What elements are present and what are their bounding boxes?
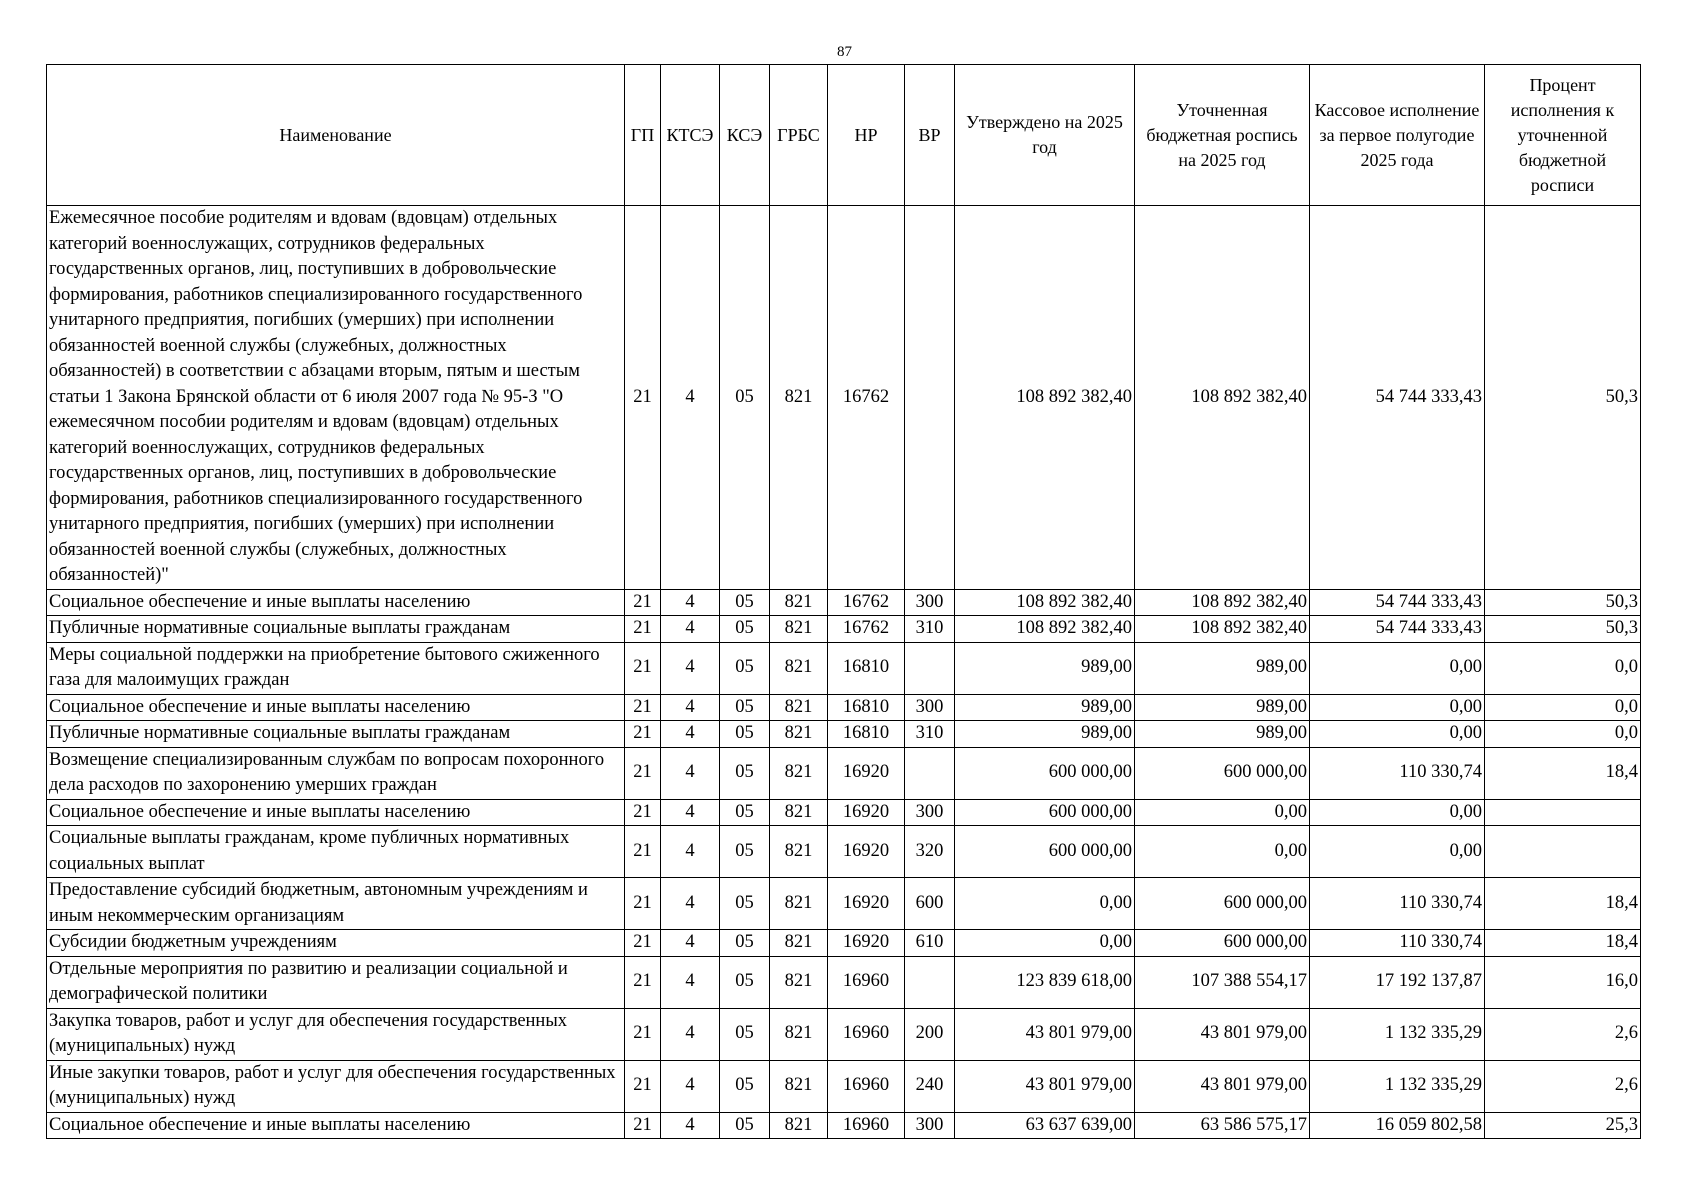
cell-grbs: 821: [770, 589, 828, 616]
cell-vr: 310: [905, 721, 955, 748]
cell-cash: 17 192 137,87: [1310, 956, 1485, 1008]
cell-percent: 18,4: [1485, 747, 1641, 799]
header-gp: ГП: [625, 65, 661, 206]
header-np: НР: [828, 65, 905, 206]
cell-np: 16920: [828, 878, 905, 930]
cell-approved: 108 892 382,40: [955, 616, 1135, 643]
cell-refined: 108 892 382,40: [1135, 589, 1310, 616]
cell-name: Отдельные мероприятия по развитию и реализации социальной и демографической политики: [47, 956, 625, 1008]
cell-kse: 05: [720, 1008, 770, 1060]
table-row: [47, 826, 1641, 878]
cell-approved: 0,00: [955, 878, 1135, 930]
table-row: [47, 956, 1641, 1008]
cell-cash: 1 132 335,29: [1310, 1060, 1485, 1112]
header-row: [47, 65, 1641, 206]
cell-approved: 0,00: [955, 930, 1135, 957]
cell-kse: 05: [720, 799, 770, 826]
header-kse: КСЭ: [720, 65, 770, 206]
cell-grbs: 821: [770, 956, 828, 1008]
cell-np: 16920: [828, 930, 905, 957]
cell-approved: 123 839 618,00: [955, 956, 1135, 1008]
cell-percent: 50,3: [1485, 206, 1641, 590]
cell-percent: 0,0: [1485, 642, 1641, 694]
cell-grbs: 821: [770, 1008, 828, 1060]
cell-refined: 43 801 979,00: [1135, 1008, 1310, 1060]
cell-kse: 05: [720, 956, 770, 1008]
header-ktse: КТСЭ: [661, 65, 720, 206]
cell-refined: 0,00: [1135, 826, 1310, 878]
table-row: [47, 878, 1641, 930]
cell-ktse: 4: [661, 956, 720, 1008]
cell-vr: 300: [905, 1112, 955, 1139]
table-body: [47, 206, 1641, 1139]
cell-ktse: 4: [661, 589, 720, 616]
cell-vr: 240: [905, 1060, 955, 1112]
cell-name: Закупка товаров, работ и услуг для обеспечения государственных (муниципальных) нужд: [47, 1008, 625, 1060]
cell-grbs: 821: [770, 747, 828, 799]
cell-refined: 107 388 554,17: [1135, 956, 1310, 1008]
cell-approved: 43 801 979,00: [955, 1060, 1135, 1112]
cell-grbs: 821: [770, 1060, 828, 1112]
cell-name: Социальные выплаты гражданам, кроме публичных нормативных социальных выплат: [47, 826, 625, 878]
cell-ktse: 4: [661, 694, 720, 721]
cell-cash: 0,00: [1310, 694, 1485, 721]
table-row: [47, 930, 1641, 957]
cell-gp: 21: [625, 747, 661, 799]
cell-np: 16920: [828, 747, 905, 799]
cell-gp: 21: [625, 206, 661, 590]
cell-np: 16960: [828, 1060, 905, 1112]
cell-np: 16810: [828, 694, 905, 721]
cell-vr: [905, 956, 955, 1008]
cell-kse: 05: [720, 878, 770, 930]
cell-vr: 320: [905, 826, 955, 878]
cell-np: 16762: [828, 616, 905, 643]
table-row: [47, 747, 1641, 799]
cell-gp: 21: [625, 799, 661, 826]
cell-refined: 989,00: [1135, 721, 1310, 748]
cell-np: 16762: [828, 589, 905, 616]
cell-name: Публичные нормативные социальные выплаты гражданам: [47, 616, 625, 643]
cell-cash: 0,00: [1310, 826, 1485, 878]
cell-approved: 989,00: [955, 642, 1135, 694]
cell-percent: 18,4: [1485, 930, 1641, 957]
cell-ktse: 4: [661, 799, 720, 826]
header-percent: Процент исполнения к уточненной бюджетной росписи: [1485, 65, 1641, 206]
cell-grbs: 821: [770, 616, 828, 643]
cell-refined: 600 000,00: [1135, 747, 1310, 799]
cell-np: 16920: [828, 826, 905, 878]
cell-np: 16920: [828, 799, 905, 826]
table-row: [47, 616, 1641, 643]
cell-refined: 108 892 382,40: [1135, 616, 1310, 643]
cell-vr: 200: [905, 1008, 955, 1060]
cell-np: 16960: [828, 956, 905, 1008]
cell-refined: 600 000,00: [1135, 930, 1310, 957]
cell-grbs: 821: [770, 721, 828, 748]
cell-grbs: 821: [770, 642, 828, 694]
cell-percent: 0,0: [1485, 694, 1641, 721]
cell-cash: 110 330,74: [1310, 747, 1485, 799]
cell-grbs: 821: [770, 930, 828, 957]
cell-kse: 05: [720, 1060, 770, 1112]
cell-name: Возмещение специализированным службам по вопросам похоронного дела расходов по захоронению умерших граждан: [47, 747, 625, 799]
cell-refined: 63 586 575,17: [1135, 1112, 1310, 1139]
table-row: [47, 799, 1641, 826]
cell-np: 16762: [828, 206, 905, 590]
cell-name: Иные закупки товаров, работ и услуг для обеспечения государственных (муниципальных) нужд: [47, 1060, 625, 1112]
budget-table: [46, 64, 1641, 1139]
table-row: [47, 1112, 1641, 1139]
cell-np: 16810: [828, 721, 905, 748]
header-refined: Уточненная бюджетная роспись на 2025 год: [1135, 65, 1310, 206]
cell-vr: 310: [905, 616, 955, 643]
cell-name: Социальное обеспечение и иные выплаты населению: [47, 799, 625, 826]
cell-gp: 21: [625, 616, 661, 643]
cell-vr: [905, 206, 955, 590]
header-cash: Кассовое исполнение за первое полугодие 2025 года: [1310, 65, 1485, 206]
cell-refined: 43 801 979,00: [1135, 1060, 1310, 1112]
cell-name: Субсидии бюджетным учреждениям: [47, 930, 625, 957]
cell-vr: 610: [905, 930, 955, 957]
cell-cash: 110 330,74: [1310, 930, 1485, 957]
cell-percent: [1485, 799, 1641, 826]
header-grbs: ГРБС: [770, 65, 828, 206]
cell-gp: 21: [625, 694, 661, 721]
cell-percent: 0,0: [1485, 721, 1641, 748]
cell-cash: 54 744 333,43: [1310, 616, 1485, 643]
cell-ktse: 4: [661, 721, 720, 748]
cell-grbs: 821: [770, 206, 828, 590]
cell-kse: 05: [720, 1112, 770, 1139]
cell-vr: 600: [905, 878, 955, 930]
cell-ktse: 4: [661, 747, 720, 799]
cell-percent: 50,3: [1485, 589, 1641, 616]
cell-approved: 989,00: [955, 721, 1135, 748]
cell-cash: 54 744 333,43: [1310, 589, 1485, 616]
cell-percent: 16,0: [1485, 956, 1641, 1008]
cell-cash: 110 330,74: [1310, 878, 1485, 930]
cell-name: Публичные нормативные социальные выплаты гражданам: [47, 721, 625, 748]
cell-kse: 05: [720, 589, 770, 616]
cell-approved: 600 000,00: [955, 747, 1135, 799]
cell-gp: 21: [625, 826, 661, 878]
cell-percent: 2,6: [1485, 1060, 1641, 1112]
cell-refined: 0,00: [1135, 799, 1310, 826]
cell-np: 16960: [828, 1112, 905, 1139]
cell-kse: 05: [720, 642, 770, 694]
cell-percent: 25,3: [1485, 1112, 1641, 1139]
cell-ktse: 4: [661, 878, 720, 930]
cell-vr: [905, 642, 955, 694]
cell-vr: [905, 747, 955, 799]
header-approved: Утверждено на 2025 год: [955, 65, 1135, 206]
cell-percent: 50,3: [1485, 616, 1641, 643]
page-number: 87: [837, 44, 852, 60]
cell-approved: 989,00: [955, 694, 1135, 721]
cell-kse: 05: [720, 694, 770, 721]
cell-kse: 05: [720, 826, 770, 878]
cell-name: Ежемесячное пособие родителям и вдовам (вдовцам) отдельных категорий военнослужащих, сотрудников федеральных государственных органов, лиц, поступивших в добровольческие формирования, работников специализированного государственного унитарного предприятия, погибших (умерших) при исполнении обязанностей военной службы (служебных, должностных обязанностей) в соответствии с абзацами вторым, пятым и шестым статьи 1 Закона Брянской области от 6 июля 2007 года № 95-З "О ежемесячном пособии родителям и вдовам (вдовцам) отдельных категорий военнослужащих, сотрудников федеральных государственных органов, лиц, поступивших в добровольческие формирования, работников специализированного государственного унитарного предприятия, погибших (умерших) при исполнении обязанностей военной службы (служебных, должностных обязанностей)": [47, 206, 625, 590]
cell-gp: 21: [625, 878, 661, 930]
table-row: [47, 721, 1641, 748]
cell-grbs: 821: [770, 694, 828, 721]
cell-np: 16810: [828, 642, 905, 694]
cell-grbs: 821: [770, 826, 828, 878]
cell-gp: 21: [625, 1008, 661, 1060]
cell-refined: 989,00: [1135, 694, 1310, 721]
cell-grbs: 821: [770, 878, 828, 930]
table-row: [47, 642, 1641, 694]
cell-kse: 05: [720, 721, 770, 748]
cell-kse: 05: [720, 747, 770, 799]
cell-approved: 600 000,00: [955, 799, 1135, 826]
cell-np: 16960: [828, 1008, 905, 1060]
cell-approved: 43 801 979,00: [955, 1008, 1135, 1060]
table-row: [47, 206, 1641, 590]
cell-cash: 54 744 333,43: [1310, 206, 1485, 590]
cell-approved: 108 892 382,40: [955, 206, 1135, 590]
cell-gp: 21: [625, 642, 661, 694]
cell-ktse: 4: [661, 826, 720, 878]
cell-gp: 21: [625, 589, 661, 616]
cell-ktse: 4: [661, 930, 720, 957]
cell-ktse: 4: [661, 206, 720, 590]
cell-grbs: 821: [770, 1112, 828, 1139]
cell-gp: 21: [625, 1112, 661, 1139]
cell-approved: 108 892 382,40: [955, 589, 1135, 616]
cell-name: Социальное обеспечение и иные выплаты населению: [47, 1112, 625, 1139]
cell-gp: 21: [625, 721, 661, 748]
cell-gp: 21: [625, 1060, 661, 1112]
table-row: [47, 589, 1641, 616]
cell-vr: 300: [905, 694, 955, 721]
cell-refined: 108 892 382,40: [1135, 206, 1310, 590]
cell-ktse: 4: [661, 1008, 720, 1060]
cell-ktse: 4: [661, 616, 720, 643]
cell-vr: 300: [905, 589, 955, 616]
cell-cash: 0,00: [1310, 799, 1485, 826]
header-vr: ВР: [905, 65, 955, 206]
cell-approved: 600 000,00: [955, 826, 1135, 878]
cell-percent: [1485, 826, 1641, 878]
cell-name: Социальное обеспечение и иные выплаты населению: [47, 694, 625, 721]
table-row: [47, 1060, 1641, 1112]
cell-cash: 1 132 335,29: [1310, 1008, 1485, 1060]
cell-kse: 05: [720, 206, 770, 590]
cell-vr: 300: [905, 799, 955, 826]
cell-cash: 0,00: [1310, 721, 1485, 748]
cell-ktse: 4: [661, 1060, 720, 1112]
cell-refined: 600 000,00: [1135, 878, 1310, 930]
cell-kse: 05: [720, 616, 770, 643]
cell-name: Социальное обеспечение и иные выплаты населению: [47, 589, 625, 616]
cell-percent: 18,4: [1485, 878, 1641, 930]
cell-ktse: 4: [661, 1112, 720, 1139]
cell-gp: 21: [625, 956, 661, 1008]
cell-name: Меры социальной поддержки на приобретение бытового сжиженного газа для малоимущих граждан: [47, 642, 625, 694]
cell-refined: 989,00: [1135, 642, 1310, 694]
table-row: [47, 1008, 1641, 1060]
cell-grbs: 821: [770, 799, 828, 826]
cell-kse: 05: [720, 930, 770, 957]
table-row: [47, 694, 1641, 721]
cell-ktse: 4: [661, 642, 720, 694]
header-name: Наименование: [47, 65, 625, 206]
cell-percent: 2,6: [1485, 1008, 1641, 1060]
cell-name: Предоставление субсидий бюджетным, автономным учреждениям и иным некоммерческим организациям: [47, 878, 625, 930]
cell-cash: 0,00: [1310, 642, 1485, 694]
cell-cash: 16 059 802,58: [1310, 1112, 1485, 1139]
cell-gp: 21: [625, 930, 661, 957]
cell-approved: 63 637 639,00: [955, 1112, 1135, 1139]
